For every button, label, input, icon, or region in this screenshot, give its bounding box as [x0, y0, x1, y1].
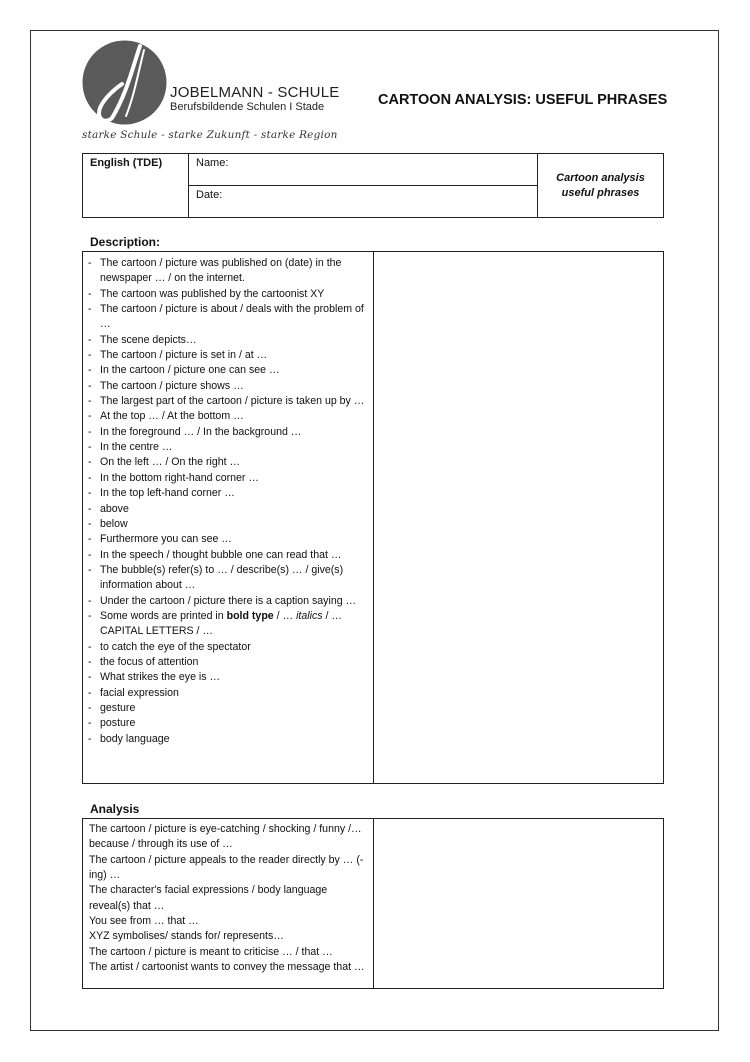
analysis-phrases [83, 819, 374, 975]
list-item: - The scene depicts… [83, 333, 374, 348]
bold-type-example: bold type [226, 609, 274, 622]
list-item: - the focus of attention [83, 655, 374, 670]
list-item: - The cartoon / picture shows … [83, 379, 374, 394]
list-item: - The cartoon / picture is about / deals with the problem of … [83, 302, 374, 333]
description-list [83, 252, 374, 747]
list-item: - The largest part of the cartoon / picture is taken up by … [83, 394, 374, 409]
list-item: The artist / cartoonist wants to convey the message that … [89, 961, 365, 974]
list-item: - to catch the eye of the spectator [83, 640, 374, 655]
analysis-table [82, 818, 664, 989]
list-item: The cartoon / picture is eye-catching / shocking / funny /… because / through its use of … [89, 823, 362, 851]
topic-cell [538, 154, 663, 217]
list-item: - In the foreground … / In the background … [83, 425, 374, 440]
list-item: - Under the cartoon / picture there is a caption saying … [83, 594, 374, 609]
list-item: - The cartoon / picture is set in / at … [83, 348, 374, 363]
list-item: - The bubble(s) refer(s) to … / describe(s) … / give(s) information about … [83, 563, 374, 594]
list-item: - facial expression [83, 686, 374, 701]
italics-example: italics [296, 609, 323, 622]
list-item: - In the speech / thought bubble one can read that … [83, 548, 374, 563]
column-divider [373, 819, 374, 988]
list-item: - The cartoon was published by the cartoonist XY [83, 287, 374, 302]
school-subtitle: Berufsbildende Schulen I Stade [170, 101, 325, 113]
list-item: - above [83, 502, 374, 517]
list-item: - gesture [83, 701, 374, 716]
description-phrases [83, 252, 374, 747]
date-label: Date: [196, 189, 223, 201]
list-item: The cartoon / picture appeals to the reader directly by … (-ing) … [89, 853, 364, 882]
list-item: The character's facial expressions / body language reveal(s) that … [89, 884, 328, 912]
analysis-heading: Analysis [90, 802, 140, 816]
course-label: English (TDE) [90, 157, 163, 169]
list-item: - Some words are printed in bold type / … italics / … CAPITAL LETTERS / … [83, 609, 374, 640]
name-field[interactable] [189, 154, 537, 186]
list-item: - Furthermore you can see … [83, 532, 374, 547]
student-fields [189, 154, 538, 217]
list-item: - In the bottom right-hand corner … [83, 471, 374, 486]
description-heading: Description: [90, 235, 161, 249]
list-item: - body language [83, 732, 374, 747]
list-item: - The cartoon / picture was published on (date) in the newspaper … / on the internet. [83, 256, 374, 287]
list-item: - In the cartoon / picture one can see … [83, 363, 374, 378]
list-item: The cartoon / picture is meant to criticise … / that … [89, 945, 333, 958]
list-item: You see from … that … [89, 915, 199, 928]
date-field[interactable] [189, 186, 537, 217]
list-item: - below [83, 517, 374, 532]
info-box [82, 153, 664, 218]
list-item: - In the top left-hand corner … [83, 486, 374, 501]
course-cell [83, 154, 189, 217]
name-label: Name: [196, 157, 229, 169]
topic-line-2: useful phrases [561, 186, 640, 199]
column-divider [373, 252, 374, 783]
list-item: - On the left … / On the right … [83, 455, 374, 470]
school-logo [82, 40, 167, 125]
school-name: JOBELMANN - SCHULE [170, 84, 340, 101]
analysis-list [83, 819, 374, 975]
list-item: - What strikes the eye is … [83, 670, 374, 685]
description-table [82, 251, 664, 784]
school-slogan: starke Schule - starke Zukunft - starke Region [82, 129, 338, 141]
list-item: XYZ symbolises/ stands for/ represents… [89, 930, 284, 943]
topic-line-1: Cartoon analysis [556, 171, 645, 184]
list-item: - At the top … / At the bottom … [83, 409, 374, 424]
document-title: CARTOON ANALYSIS: USEFUL PHRASES [378, 92, 668, 108]
list-item: - In the centre … [83, 440, 374, 455]
list-item: - posture [83, 716, 374, 731]
